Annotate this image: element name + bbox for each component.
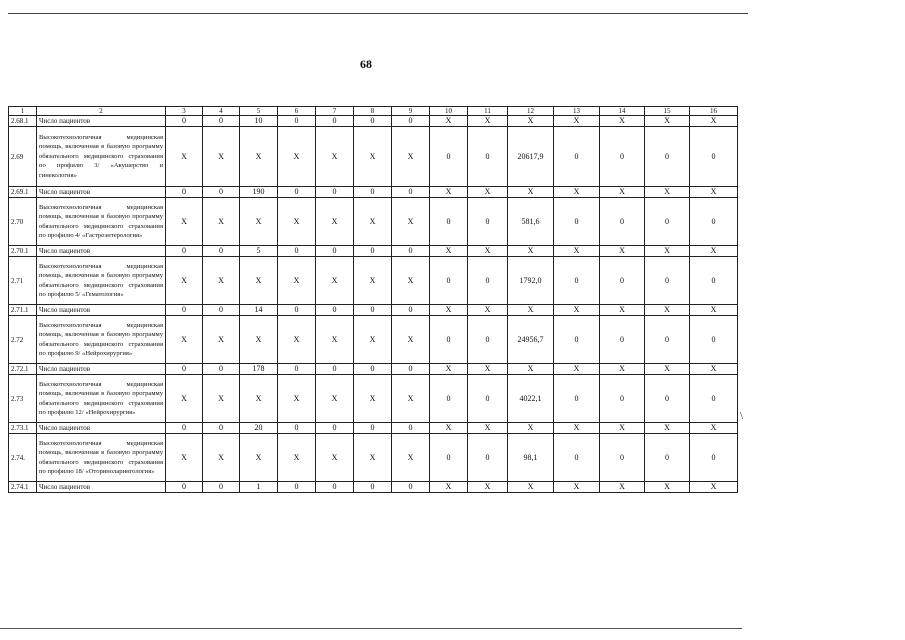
row-code: 2.72 xyxy=(9,316,37,364)
value-cell: 14 xyxy=(240,305,278,316)
value-cell: X xyxy=(690,482,738,493)
header-row xyxy=(9,107,738,116)
value-cell: 0 xyxy=(166,364,203,375)
row-name: Высокотехнологичная медицинская помощь, включенная в базовую программу обязательного медицинского страхования по профилю 9/ «Нейрохирургия» xyxy=(37,316,166,364)
value-cell: X xyxy=(645,305,690,316)
value-cell: 0 xyxy=(600,316,645,364)
value-cell: 0 xyxy=(316,364,354,375)
row-name: Высокотехнологичная медицинская помощь, включенная в базовую программу обязательного медицинского страхования по профилю 3/ «Акушерство и гинекология» xyxy=(37,127,166,187)
value-cell: X xyxy=(278,198,316,246)
value-cell: 0 xyxy=(645,316,690,364)
header-cell: 11 xyxy=(468,107,508,116)
value-cell: 0 xyxy=(600,434,645,482)
value-cell: X xyxy=(468,246,508,257)
value-cell: X xyxy=(166,375,203,423)
value-cell: 0 xyxy=(166,482,203,493)
value-cell: 0 xyxy=(554,316,600,364)
patient-count-row xyxy=(9,305,738,316)
row-code: 2.71.1 xyxy=(9,305,37,316)
value-cell: 0 xyxy=(468,434,508,482)
value-cell: 0 xyxy=(316,246,354,257)
value-cell: X xyxy=(508,364,554,375)
value-cell: 0 xyxy=(430,127,468,187)
value-cell: 0 xyxy=(690,316,738,364)
value-cell: X xyxy=(240,434,278,482)
value-cell: 0 xyxy=(645,198,690,246)
patient-count-row xyxy=(9,482,738,493)
row-name: Высокотехнологичная медицинская помощь, включенная в базовую программу обязательного медицинского страхования по профилю 4/ «Гастроэнтерология» xyxy=(37,198,166,246)
value-cell: X xyxy=(430,423,468,434)
value-cell: X xyxy=(554,364,600,375)
value-cell: 98,1 xyxy=(508,434,554,482)
value-cell: X xyxy=(316,375,354,423)
value-cell: X xyxy=(508,423,554,434)
row-code: 2.70 xyxy=(9,198,37,246)
value-cell: X xyxy=(203,375,240,423)
header-cell: 12 xyxy=(508,107,554,116)
header-cell: 10 xyxy=(430,107,468,116)
value-cell: X xyxy=(316,127,354,187)
value-cell: 0 xyxy=(645,434,690,482)
value-cell: X xyxy=(278,316,316,364)
value-cell: 0 xyxy=(392,364,430,375)
value-cell: 0 xyxy=(278,246,316,257)
header-cell: 15 xyxy=(645,107,690,116)
value-cell: 1 xyxy=(240,482,278,493)
row-name: Высокотехнологичная медицинская помощь, включенная в базовую программу обязательного медицинского страхования по профилю 18/ «Оториноларингология» xyxy=(37,434,166,482)
care-type-row xyxy=(9,198,738,246)
value-cell: 0 xyxy=(690,127,738,187)
row-code: 2.73 xyxy=(9,375,37,423)
header-cell: 6 xyxy=(278,107,316,116)
value-cell: X xyxy=(430,482,468,493)
header-cell: 16 xyxy=(690,107,738,116)
value-cell: X xyxy=(392,198,430,246)
value-cell: X xyxy=(690,187,738,198)
value-cell: 0 xyxy=(554,375,600,423)
value-cell: 0 xyxy=(203,423,240,434)
row-code: 2.74.1 xyxy=(9,482,37,493)
header-cell: 5 xyxy=(240,107,278,116)
page-number: 68 xyxy=(360,57,372,71)
value-cell: 0 xyxy=(354,482,392,493)
row-name: Число пациентов xyxy=(37,482,166,493)
value-cell: X xyxy=(240,127,278,187)
value-cell: 178 xyxy=(240,364,278,375)
value-cell: X xyxy=(600,364,645,375)
value-cell: 0 xyxy=(468,257,508,305)
value-cell: X xyxy=(240,375,278,423)
table-body xyxy=(9,107,738,493)
value-cell: 0 xyxy=(316,423,354,434)
value-cell: 20617,9 xyxy=(508,127,554,187)
value-cell: 0 xyxy=(278,305,316,316)
value-cell: X xyxy=(203,257,240,305)
row-name: Число пациентов xyxy=(37,116,166,127)
value-cell: 0 xyxy=(278,423,316,434)
value-cell: 0 xyxy=(203,305,240,316)
value-cell: X xyxy=(166,257,203,305)
care-type-row xyxy=(9,434,738,482)
row-name: Число пациентов xyxy=(37,187,166,198)
value-cell: X xyxy=(508,482,554,493)
value-cell: X xyxy=(554,423,600,434)
value-cell: X xyxy=(278,257,316,305)
value-cell: 0 xyxy=(354,246,392,257)
row-code: 2.71 xyxy=(9,257,37,305)
patient-count-row xyxy=(9,423,738,434)
value-cell: X xyxy=(392,434,430,482)
value-cell: X xyxy=(316,257,354,305)
value-cell: 0 xyxy=(354,364,392,375)
value-cell: 4022,1 xyxy=(508,375,554,423)
value-cell: 0 xyxy=(468,198,508,246)
value-cell: X xyxy=(554,187,600,198)
row-code: 2.73.1 xyxy=(9,423,37,434)
value-cell: X xyxy=(645,246,690,257)
value-cell: X xyxy=(645,116,690,127)
value-cell: X xyxy=(354,127,392,187)
top-rule xyxy=(8,13,748,14)
value-cell: X xyxy=(166,127,203,187)
value-cell: X xyxy=(240,198,278,246)
header-cell: 4 xyxy=(203,107,240,116)
value-cell: X xyxy=(166,434,203,482)
row-name: Число пациентов xyxy=(37,246,166,257)
value-cell: X xyxy=(354,198,392,246)
row-code: 2.69.1 xyxy=(9,187,37,198)
patient-count-row xyxy=(9,246,738,257)
value-cell: X xyxy=(508,187,554,198)
value-cell: 0 xyxy=(166,187,203,198)
value-cell: 0 xyxy=(203,116,240,127)
row-name: Число пациентов xyxy=(37,364,166,375)
value-cell: X xyxy=(690,116,738,127)
value-cell: X xyxy=(600,482,645,493)
value-cell: X xyxy=(316,316,354,364)
row-name: Число пациентов xyxy=(37,305,166,316)
value-cell: 0 xyxy=(645,257,690,305)
value-cell: X xyxy=(430,246,468,257)
value-cell: 0 xyxy=(354,187,392,198)
value-cell: 0 xyxy=(166,305,203,316)
value-cell: 0 xyxy=(392,423,430,434)
value-cell: 0 xyxy=(354,116,392,127)
value-cell: X xyxy=(203,434,240,482)
value-cell: 24956,7 xyxy=(508,316,554,364)
value-cell: 1792,0 xyxy=(508,257,554,305)
value-cell: X xyxy=(203,316,240,364)
value-cell: 0 xyxy=(278,187,316,198)
care-type-row xyxy=(9,375,738,423)
value-cell: X xyxy=(554,482,600,493)
value-cell: X xyxy=(600,116,645,127)
value-cell: 0 xyxy=(645,375,690,423)
value-cell: 0 xyxy=(600,257,645,305)
value-cell: X xyxy=(690,364,738,375)
value-cell: 0 xyxy=(392,482,430,493)
value-cell: X xyxy=(508,246,554,257)
header-cell: 14 xyxy=(600,107,645,116)
value-cell: 0 xyxy=(468,127,508,187)
value-cell: X xyxy=(316,434,354,482)
value-cell: X xyxy=(554,116,600,127)
value-cell: 0 xyxy=(554,127,600,187)
header-cell: 2 xyxy=(37,107,166,116)
value-cell: 0 xyxy=(690,375,738,423)
value-cell: 0 xyxy=(354,423,392,434)
value-cell: X xyxy=(430,187,468,198)
value-cell: X xyxy=(468,423,508,434)
value-cell: 0 xyxy=(278,116,316,127)
value-cell: X xyxy=(316,198,354,246)
value-cell: X xyxy=(392,316,430,364)
value-cell: X xyxy=(166,198,203,246)
value-cell: 0 xyxy=(430,198,468,246)
value-cell: X xyxy=(468,305,508,316)
value-cell: X xyxy=(645,423,690,434)
value-cell: X xyxy=(645,364,690,375)
value-cell: 0 xyxy=(316,116,354,127)
value-cell: X xyxy=(468,364,508,375)
value-cell: 0 xyxy=(392,187,430,198)
value-cell: 0 xyxy=(645,127,690,187)
value-cell: 0 xyxy=(166,246,203,257)
value-cell: 0 xyxy=(316,187,354,198)
patient-count-row xyxy=(9,187,738,198)
value-cell: X xyxy=(645,482,690,493)
value-cell: X xyxy=(392,257,430,305)
value-cell: 0 xyxy=(203,364,240,375)
value-cell: X xyxy=(203,198,240,246)
header-cell: 8 xyxy=(354,107,392,116)
value-cell: 0 xyxy=(203,187,240,198)
value-cell: X xyxy=(354,257,392,305)
value-cell: X xyxy=(690,305,738,316)
row-name: Высокотехнологичная медицинская помощь, включенная в базовую программу обязательного медицинского страхования по профилю 12/ «Нейрохирургия» xyxy=(37,375,166,423)
value-cell: X xyxy=(240,316,278,364)
value-cell: X xyxy=(392,375,430,423)
row-code: 2.69 xyxy=(9,127,37,187)
value-cell: X xyxy=(354,434,392,482)
value-cell: X xyxy=(392,127,430,187)
margin-mark: \ xyxy=(740,410,744,422)
value-cell: X xyxy=(508,116,554,127)
value-cell: 0 xyxy=(354,305,392,316)
value-cell: X xyxy=(430,305,468,316)
header-cell: 7 xyxy=(316,107,354,116)
value-cell: X xyxy=(468,187,508,198)
value-cell: X xyxy=(278,434,316,482)
value-cell: X xyxy=(240,257,278,305)
value-cell: 190 xyxy=(240,187,278,198)
patient-count-row xyxy=(9,116,738,127)
value-cell: 0 xyxy=(554,434,600,482)
value-cell: 0 xyxy=(554,257,600,305)
value-cell: X xyxy=(645,187,690,198)
value-cell: X xyxy=(430,364,468,375)
row-code: 2.72.1 xyxy=(9,364,37,375)
value-cell: X xyxy=(600,246,645,257)
row-code: 2.70.1 xyxy=(9,246,37,257)
value-cell: X xyxy=(203,127,240,187)
value-cell: 0 xyxy=(392,305,430,316)
header-cell: 9 xyxy=(392,107,430,116)
value-cell: 581,6 xyxy=(508,198,554,246)
care-type-row xyxy=(9,127,738,187)
value-cell: 0 xyxy=(392,116,430,127)
header-cell: 13 xyxy=(554,107,600,116)
value-cell: X xyxy=(600,305,645,316)
value-cell: X xyxy=(554,246,600,257)
value-cell: X xyxy=(278,375,316,423)
value-cell: X xyxy=(354,375,392,423)
value-cell: X xyxy=(508,305,554,316)
value-cell: 0 xyxy=(316,482,354,493)
value-cell: 0 xyxy=(203,482,240,493)
value-cell: 0 xyxy=(468,375,508,423)
value-cell: X xyxy=(166,316,203,364)
value-cell: 0 xyxy=(203,246,240,257)
value-cell: X xyxy=(600,423,645,434)
value-cell: X xyxy=(690,423,738,434)
value-cell: 0 xyxy=(690,257,738,305)
value-cell: 0 xyxy=(600,375,645,423)
value-cell: X xyxy=(468,482,508,493)
row-code: 2.68.1 xyxy=(9,116,37,127)
value-cell: 0 xyxy=(690,434,738,482)
care-type-row xyxy=(9,316,738,364)
value-cell: 0 xyxy=(600,127,645,187)
row-name: Высокотехнологичная медицинская помощь, включенная в базовую программу обязательного медицинского страхования по профилю 5/ «Гематология» xyxy=(37,257,166,305)
value-cell: X xyxy=(278,127,316,187)
value-cell: X xyxy=(468,116,508,127)
value-cell: 0 xyxy=(554,198,600,246)
value-cell: 10 xyxy=(240,116,278,127)
value-cell: 0 xyxy=(278,364,316,375)
value-cell: X xyxy=(690,246,738,257)
header-cell: 1 xyxy=(9,107,37,116)
value-cell: X xyxy=(554,305,600,316)
value-cell: 0 xyxy=(430,375,468,423)
patient-count-row xyxy=(9,364,738,375)
value-cell: X xyxy=(600,187,645,198)
value-cell: 0 xyxy=(430,257,468,305)
value-cell: 0 xyxy=(278,482,316,493)
value-cell: 0 xyxy=(316,305,354,316)
value-cell: 0 xyxy=(600,198,645,246)
value-cell: 0 xyxy=(468,316,508,364)
value-cell: 5 xyxy=(240,246,278,257)
row-code: 2.74. xyxy=(9,434,37,482)
value-cell: 0 xyxy=(392,246,430,257)
value-cell: 0 xyxy=(690,198,738,246)
bottom-rule xyxy=(0,628,742,629)
header-cell: 3 xyxy=(166,107,203,116)
value-cell: 0 xyxy=(430,434,468,482)
care-type-row xyxy=(9,257,738,305)
value-cell: 20 xyxy=(240,423,278,434)
value-cell: 0 xyxy=(430,316,468,364)
value-cell: X xyxy=(354,316,392,364)
value-cell: X xyxy=(430,116,468,127)
value-cell: 0 xyxy=(166,423,203,434)
data-table xyxy=(8,106,738,493)
value-cell: 0 xyxy=(166,116,203,127)
row-name: Число пациентов xyxy=(37,423,166,434)
